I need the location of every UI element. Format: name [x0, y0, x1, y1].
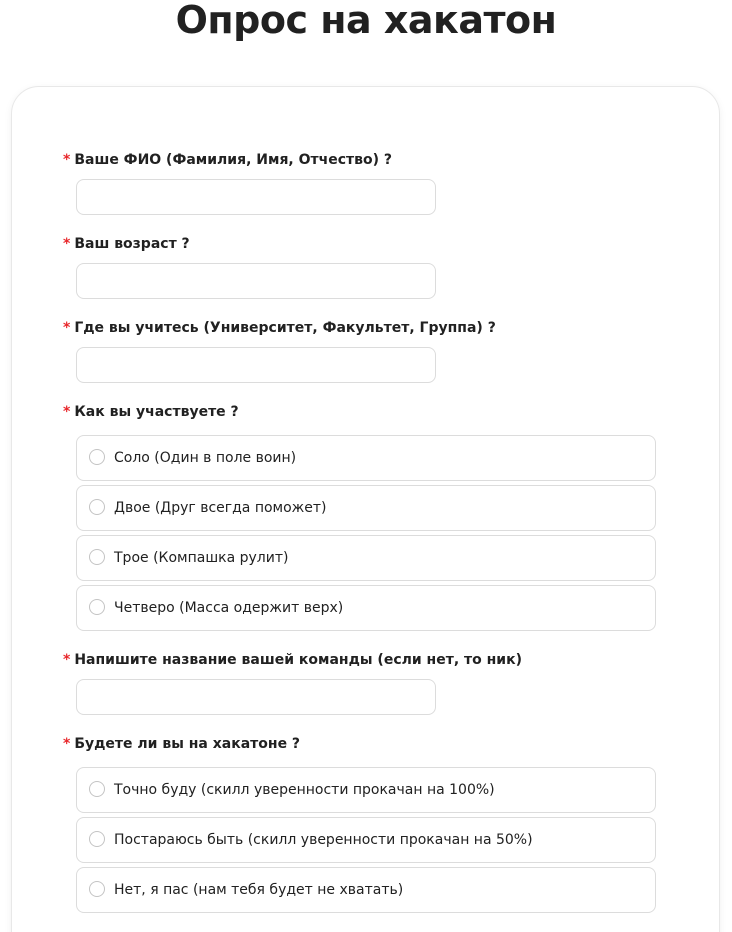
question-text: Как вы участвуете ? — [74, 404, 239, 420]
radio-button[interactable] — [89, 599, 105, 615]
page-title: Опрос на хакатон — [175, 0, 557, 42]
attendance-option-pass[interactable] — [76, 867, 656, 913]
team-name-input[interactable] — [76, 679, 436, 715]
question-text: Ваше ФИО (Фамилия, Имя, Отчество) ? — [74, 152, 393, 168]
study-input[interactable] — [76, 347, 436, 383]
required-asterisk: * — [63, 320, 71, 336]
required-asterisk: * — [63, 404, 71, 420]
option-label: Постараюсь быть (скилл уверенности прокачан на 50%) — [114, 832, 533, 848]
question-attendance-label — [63, 735, 300, 753]
fio-input[interactable] — [76, 179, 436, 215]
question-text: Где вы учитесь (Университет, Факультет, Группа) ? — [74, 320, 496, 336]
required-asterisk: * — [63, 652, 71, 668]
question-text: Будете ли вы на хакатоне ? — [74, 736, 301, 752]
question-text: Ваш возраст ? — [74, 236, 190, 252]
radio-button[interactable] — [89, 781, 105, 797]
question-age-label — [63, 235, 190, 253]
attendance-option-sure[interactable] — [76, 767, 656, 813]
option-label: Точно буду (скилл уверенности прокачан на 100%) — [114, 782, 495, 798]
radio-button[interactable] — [89, 549, 105, 565]
required-asterisk: * — [63, 736, 71, 752]
required-asterisk: * — [63, 236, 71, 252]
participation-option-quartet[interactable] — [76, 585, 656, 631]
radio-button[interactable] — [89, 499, 105, 515]
participation-option-duo[interactable] — [76, 485, 656, 531]
radio-button[interactable] — [89, 831, 105, 847]
question-study-label — [63, 319, 496, 337]
question-fio-label — [63, 151, 392, 169]
option-label: Соло (Один в поле воин) — [114, 450, 297, 466]
required-asterisk: * — [63, 152, 71, 168]
age-input[interactable] — [76, 263, 436, 299]
question-team-label — [63, 651, 522, 669]
radio-button[interactable] — [89, 449, 105, 465]
option-label: Двое (Друг всегда поможет) — [114, 500, 327, 516]
participation-option-solo[interactable] — [76, 435, 656, 481]
option-label: Трое (Компашка рулит) — [114, 550, 289, 566]
option-label: Нет, я пас (нам тебя будет не хватать) — [114, 882, 404, 898]
radio-button[interactable] — [89, 881, 105, 897]
option-label: Четверо (Масса одержит верх) — [114, 600, 344, 616]
question-text: Напишите название вашей команды (если нет, то ник) — [74, 652, 523, 668]
attendance-option-try[interactable] — [76, 817, 656, 863]
question-participation-label — [63, 403, 239, 421]
participation-option-trio[interactable] — [76, 535, 656, 581]
